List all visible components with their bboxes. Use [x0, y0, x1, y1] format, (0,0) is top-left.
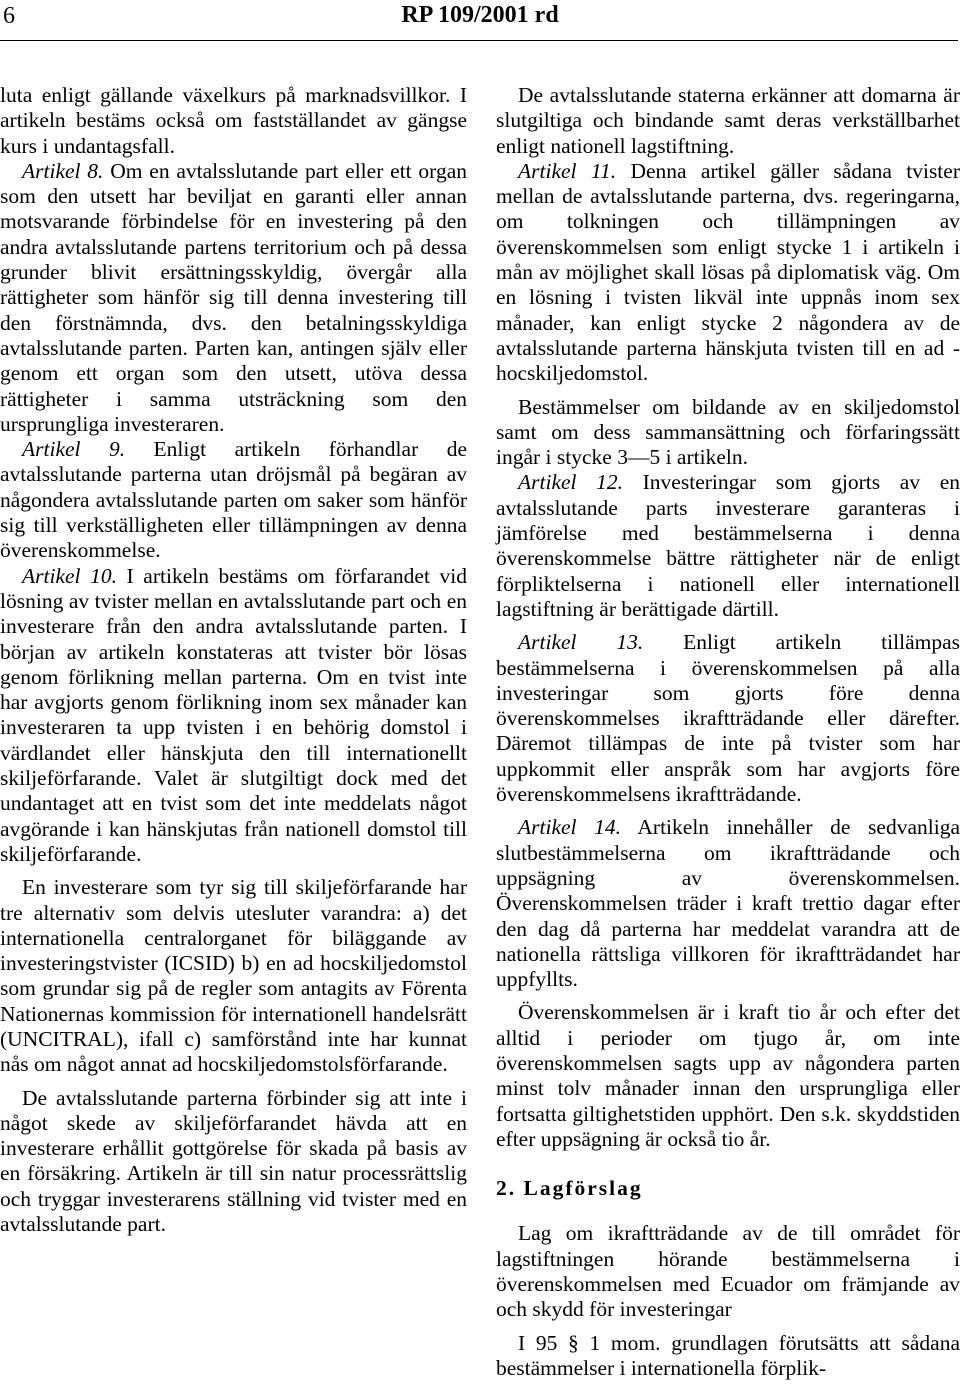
- paragraph-article-9: [0, 437, 467, 563]
- article-9-text: Enligt artikeln förhandlar de avtalsslutande parterna utan dröjsmål på begäran av någondera avtalsslutande parten om saker som hänför sig till verkställigheten eller tillämpningen av denna överenskommelse.: [0, 437, 467, 563]
- article-14-text: Artikeln innehåller de sedvanliga slutbestämmelserna om ikraftträdande och uppsägning av överenskommelsen. Överenskommelsen träder i kraft trettio dagar efter den dag då parterna har meddelat varandra att de nationella rättsliga villkoren för ikraftträdandet har uppfyllts.: [496, 815, 960, 992]
- article-12-label: Artikel 12.: [518, 470, 624, 495]
- paragraph-judgments: De avtalsslutande staterna erkänner att domarna är slutgiltiga och bindande samt deras verkställbarhet enligt nationell lagstiftning.: [496, 83, 960, 158]
- paragraph-arbitration-rules: Bestämmelser om bildande av en skiljedomstol samt om dess sammansättning och förfaringssätt ingår i stycke 3—5 i artikeln.: [496, 394, 960, 470]
- article-12-text: Investeringar som gjorts av en avtalsslutande parts investerare garanteras i jämförelse med bestämmelserna i denna överenskommelse bättre rättigheter när de enligt förpliktelserna i nationell eller internationell lagstiftning är berättigade därtill.: [496, 470, 960, 621]
- paragraph-article-12: [496, 470, 960, 622]
- article-13-label: Artikel 13.: [518, 630, 644, 655]
- header-rule: [0, 40, 958, 41]
- document-id: RP 109/2001 rd: [401, 2, 559, 28]
- paragraph-article-8: [0, 159, 467, 437]
- article-11-label: Artikel 11.: [518, 158, 617, 183]
- article-13-text: Enligt artikeln tillämpas bestämmelserna i överenskommelsen på alla investeringar som gjorts före denna överenskommelses ikraftträdande eller därefter. Däremot tillämpas de inte på tvister som har uppkommit eller anspråk som har avgjorts före överenskommelsens ikraftträdande.: [496, 630, 960, 807]
- article-11-text: Denna artikel gäller sådana tvister mellan de avtalsslutande parterna, dvs. regeringarna, om tolkningen och tillämpningen av överenskommelsen som enligt stycke 1 i artikeln i mån av möjlighet skall lösas på diplomatisk väg. Om en lösning i tvisten likväl inte uppnås inom sex månader, kan enligt stycke 2 någondera av de avtalsslutande parterna hänskjuta tvisten till en ad -hocskiljedomstol.: [496, 158, 960, 386]
- paragraph-article-14: [496, 815, 960, 992]
- article-10-text: I artikeln bestäms om förfarandet vid lösning av tvister mellan en avtalsslutande part och en investerare från den andra avtalsslutande parten. I början av artikeln konstateras att tvister bör lösas genom förlikning mellan parterna. Om en tvist inte har avgjorts genom förlikning inom sex månader kan investeraren ta upp tvisten i en behörig domstol i värdlandet eller hänskjuta den till internationellt skiljeförfarande. Valet är slutgiltigt dock med det undantaget att en tvist som det inte meddelats något avgörande i kan hänskjutas från nationell domstol till skiljeförfarande.: [0, 563, 467, 866]
- paragraph-validity: Överenskommelsen är i kraft tio år och efter det alltid i perioder om tjugo år, om inte överenskommelsen sagts upp av någondera parten minst tolv månader innan den ursprungliga eller fortsatta giltighetstiden upphört. Den s.k. skyddstiden efter uppsägning är också tio år.: [496, 1000, 960, 1151]
- article-8-text: Om en avtalsslutande part eller ett organ som den utsett har beviljat en garanti eller annan motsvarande förbindelse för en investering på den andra avtalsslutande partens territorium och på dessa grunder blivit ersättningsskyldig, övergår alla rättigheter som hänför sig till denna investering till den förstnämnda, dvs. den betalningsskyldiga avtalsslutande parten. Parten kan, antingen själv eller genom ett organ som den utsett, utöva dessa rättigheter i samma utsträckning som den ursprungliga investeraren.: [0, 158, 468, 436]
- paragraph-article-11: [496, 159, 960, 387]
- section-heading: 2. Lagförslag: [496, 1176, 643, 1201]
- article-9-label: Artikel 9.: [22, 437, 126, 462]
- page-header: [0, 0, 960, 40]
- article-8-label: Artikel 8.: [22, 158, 104, 183]
- law-title: Lag om ikraftträdande av de till området för lagstiftningen hörande bestämmelserna i överenskommelsen med Ecuador om främjande av och skydd för investeringar: [496, 1221, 960, 1322]
- paragraph-article-10: [0, 564, 467, 868]
- paragraph-investor-alternatives: En investerare som tyr sig till skiljeförfarande har tre alternativ som delvis utesluter varandra: a) det internationella centralorganet för biläggande av investeringstvister (ICSID) b) en ad hocskiljedomstol som grundar sig på de regler som antagits av Förenta Nationernas kommission för internationell handelsrätt (UNCITRAL), ifall c) samförstånd inte har kunnat nås om något annat ad hocskiljedomstolsförfarande.: [0, 875, 467, 1077]
- paragraph-exchange-rate: luta enligt gällande växelkurs på marknadsvillkor. I artikeln bestäms också om fastställandet av gängse kurs i undantagsfall.: [0, 83, 467, 158]
- left-column: [0, 83, 467, 1237]
- right-column: [496, 83, 960, 1381]
- paragraph-article-13: [496, 630, 960, 807]
- paragraph-law-intro: I 95 § 1 mom. grundlagen förutsätts att sådana bestämmelser i internationella förplik-: [496, 1330, 960, 1380]
- article-14-label: Artikel 14.: [518, 815, 621, 840]
- page-number: 6: [3, 3, 15, 29]
- paragraph-parties-commitment: De avtalsslutande parterna förbinder sig att inte i något skede av skiljeförfarandet hävda att en investerare erhållit gottgörelse för skada på basis av en försäkring. Artikeln är till sin natur processrättslig och tryggar investerarens ställning vid tvister med en avtalsslutande part.: [0, 1085, 467, 1237]
- article-10-label: Artikel 10.: [22, 563, 117, 588]
